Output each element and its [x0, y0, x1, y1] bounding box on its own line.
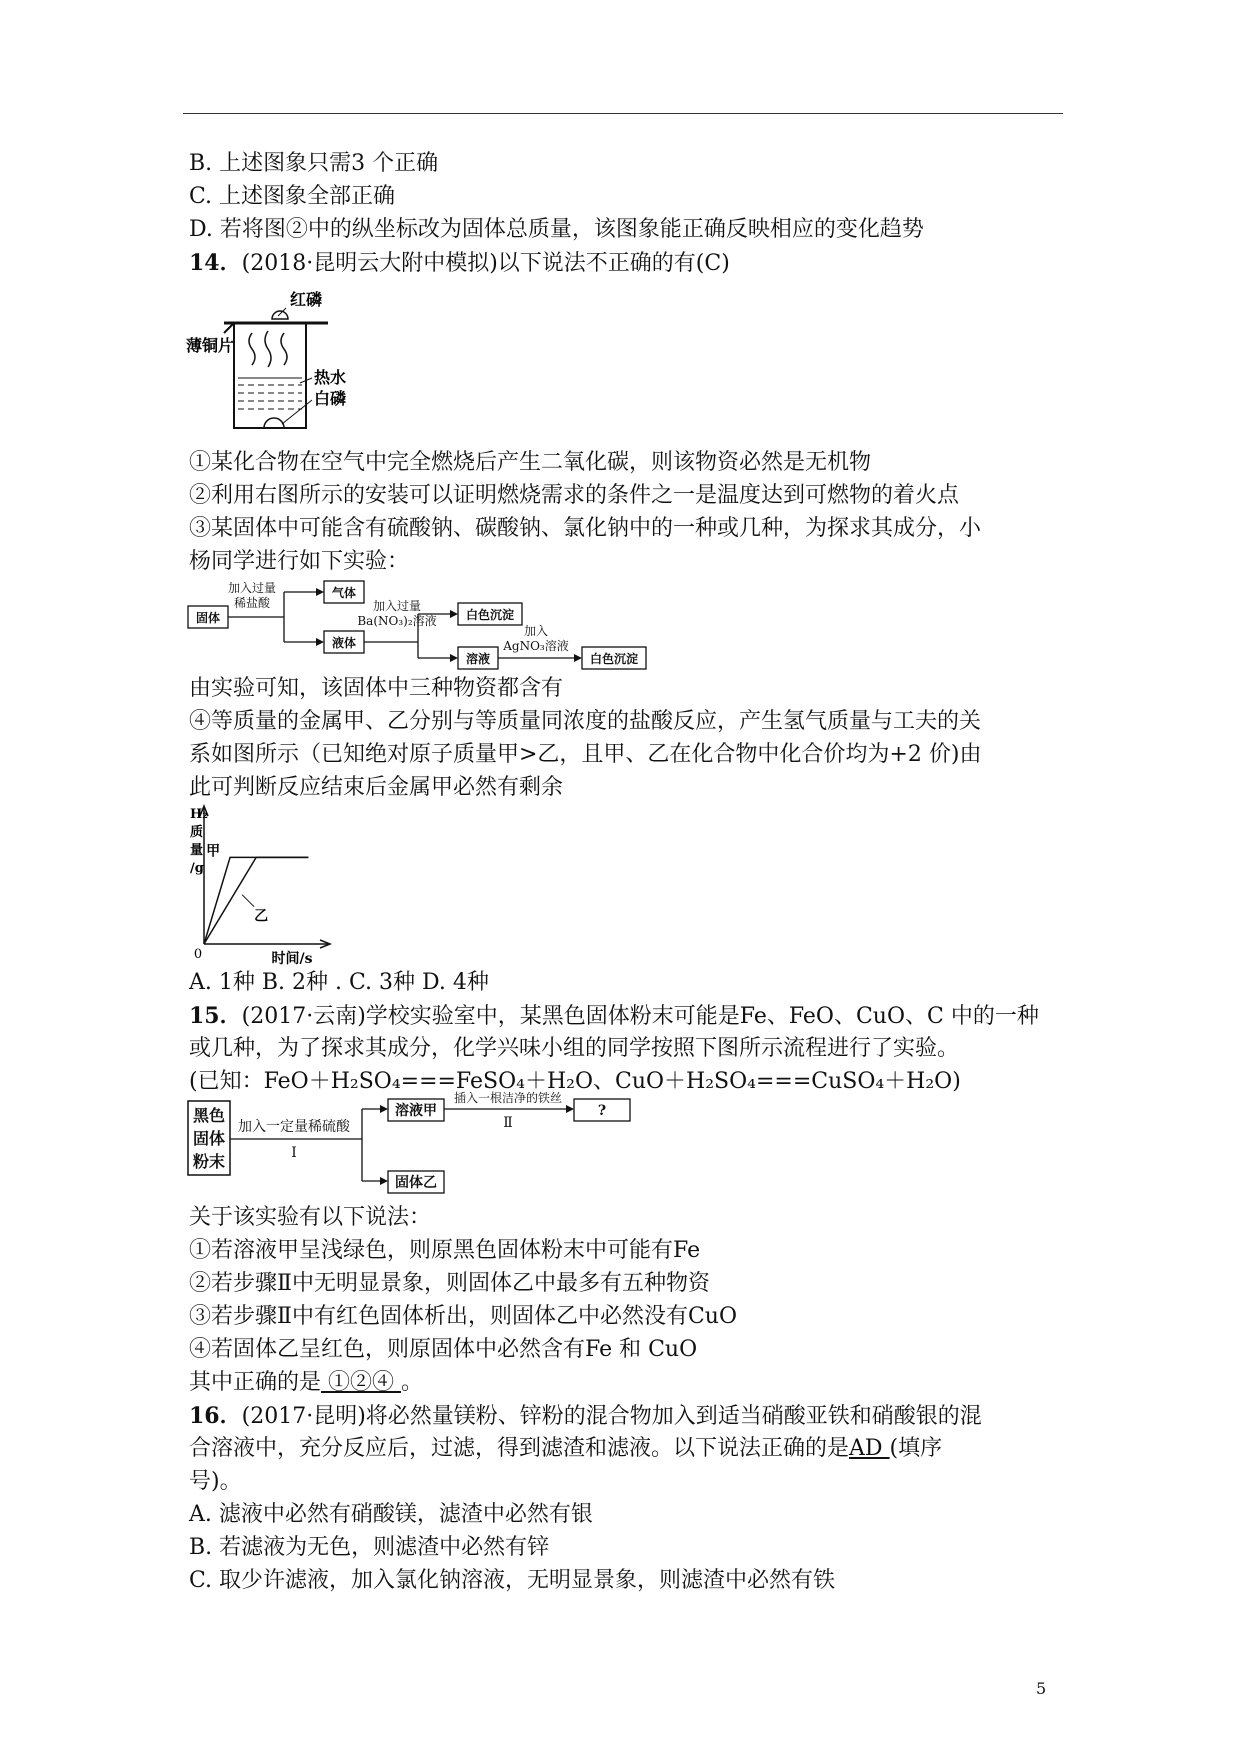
statements-15-intro: 关于该实验有以下说法： [189, 1205, 432, 1230]
series-line-2 [204, 857, 308, 944]
series-label-1: 甲 [206, 843, 221, 860]
question-number: 14． [189, 250, 242, 276]
statement-14-3-line1: ③某固体中可能含有硫酸钠、碳酸钠、氯化钠中的一种或几种，为探求其成分，小 [189, 516, 982, 541]
question-number: 16． [189, 1403, 242, 1429]
option-c-q16: C. 取少许滤液，加入氯化钠溶液，无明显景象，则滤渣中必然有铁 [189, 1568, 836, 1593]
statement-14-4-line3: 此可判断反应结束后金属甲必然有剩余 [189, 775, 564, 800]
answer-blank: AD [849, 1436, 890, 1461]
question-16-line1 [189, 1403, 982, 1430]
white-precipitate-box-2: 白色沉淀 [589, 652, 639, 666]
statement-14-3-line2: 杨同学进行如下实验： [189, 549, 410, 574]
series-line-1 [204, 857, 308, 944]
chart-x-axis-label: 时间/s [271, 951, 313, 967]
question-16-line2 [189, 1436, 942, 1462]
statement-14-2: ②利用右图所示的安装可以证明燃烧需求的条件之一是温度达到可燃物的着火点 [189, 483, 960, 508]
step2-reagent-line1: 加入过量 [372, 599, 422, 613]
answer-prompt: 其中正确的是 [189, 1370, 322, 1395]
start-box-line1: 黑色 [192, 1106, 226, 1125]
statement-15-3: ③若步骤Ⅱ中有红色固体析出，则固体乙中必然没有CuO [189, 1304, 737, 1329]
chart-origin-label: 0 [193, 947, 203, 962]
question-15-equations: (已知：FeO＋H₂SO₄===FeSO₄＋H₂O、CuO＋H₂SO₄===CuSO₄＋H₂O) [189, 1069, 961, 1094]
solid-b-box: 固体乙 [395, 1175, 437, 1191]
answer-suffix: 。 [401, 1370, 424, 1395]
white-precipitate-box-1: 白色沉淀 [465, 608, 515, 622]
experiment-flow-diagram [186, 578, 656, 670]
start-box-line2: 固体 [192, 1129, 226, 1148]
hydrogen-mass-chart [186, 806, 356, 966]
option-a-q16: A. 滤液中必然有硝酸镁，滤渣中必然有银 [189, 1502, 593, 1527]
question-15-line1 [189, 1003, 1039, 1030]
question-text: (2018·昆明云大附中模拟)以下说法不正确的有(C) [241, 251, 730, 276]
header-rule [183, 113, 1063, 114]
question-14 [189, 250, 730, 277]
step1-reagent-line1: 加入过量 [227, 581, 277, 595]
option-c-q13: C. 上述图象全部正确 [189, 184, 396, 209]
chart-y-axis-label: H₂ [190, 807, 208, 822]
question-text: (2017·云南)学校实验室中，某黑色固体粉末可能是Fe、FeO、CuO、C 中的一种 [241, 1004, 1039, 1029]
liquid-box: 液体 [331, 636, 357, 650]
step3-reagent-line1: 加入 [523, 624, 549, 638]
unknown-result-box: ? [597, 1103, 607, 1119]
chart-y-axis-label: /g [190, 861, 204, 876]
question-number: 15． [189, 1003, 242, 1029]
option-b-q16: B. 若滤液为无色，则滤渣中必然有锌 [189, 1535, 550, 1560]
powder-analysis-flow-diagram [186, 1091, 666, 1195]
statement-14-1: ①某化合物在空气中完全燃烧后产生二氧化碳，则该物资必然是无机物 [189, 450, 872, 475]
step3-reagent-line2: AgNO₃溶液 [503, 639, 569, 653]
red-phosphorus-label: 红磷 [290, 290, 323, 309]
combustion-apparatus-figure [186, 283, 346, 433]
page-number: 5 [1036, 1679, 1047, 1698]
options-q14: A. 1种 B. 2种 . C. 3种 D. 4种 [189, 970, 489, 995]
series-leader-line [242, 895, 254, 907]
statement-14-4-line1: ④等质量的金属甲、乙分别与等质量同浓度的盐酸反应，产生氢气质量与工夫的关 [189, 709, 982, 734]
statement-15-1: ①若溶液甲呈浅绿色，则原黑色固体粉末中可能有Fe [189, 1238, 701, 1263]
hot-water-label: 热水 [314, 368, 347, 387]
solid-box: 固体 [195, 611, 221, 625]
gas-box: 气体 [331, 586, 357, 600]
step1-label: 加入一定量稀硫酸 [238, 1119, 350, 1135]
question-15-line2: 或几种，为了探求其成分，化学兴味小组的同学按照下图所示流程进行了实验。 [189, 1036, 960, 1061]
step1-reagent-line2: 稀盐酸 [233, 596, 271, 610]
statement-14-4-line2: 系如图所示（已知绝对原子质量甲>乙，且甲、乙在化合物中化合价均为+2 价)由 [189, 742, 982, 767]
answer-blank: ①②④ [321, 1370, 402, 1395]
question-text-suffix: (填序 [889, 1436, 943, 1461]
option-d-q13: D. 若将图②中的纵坐标改为固体总质量，该图象能正确反映相应的变化趋势 [189, 217, 924, 242]
question-text: 合溶液中，充分反应后，过滤，得到滤渣和滤液。以下说法正确的是 [189, 1436, 850, 1461]
chart-y-axis-label: 质 [190, 825, 204, 840]
step1-number: Ⅰ [291, 1145, 297, 1161]
question-16-line3: 号)。 [189, 1469, 242, 1494]
question-text: (2017·昆明)将必然量镁粉、锌粉的混合物加入到适当硝酸亚铁和硝酸银的混 [241, 1404, 982, 1429]
series-label-2: 乙 [254, 908, 269, 925]
step2-reagent-line2: Ba(NO₃)₂溶液 [357, 614, 437, 628]
chart-y-axis-label: 量 [190, 843, 204, 858]
statement-14-3-conclusion: 由实验可知，该固体中三种物资都含有 [189, 676, 564, 701]
copper-sheet-label: 薄铜片 [186, 336, 235, 355]
answer-15-line [189, 1370, 423, 1396]
statement-15-2: ②若步骤Ⅱ中无明显景象，则固体乙中最多有五种物资 [189, 1271, 710, 1296]
statement-15-4: ④若固体乙呈红色，则原固体中必然含有Fe 和 CuO [189, 1337, 698, 1362]
option-b-q13: B. 上述图象只需3 个正确 [189, 151, 439, 176]
solution-box: 溶液 [465, 652, 491, 666]
step2-label: 插入一根洁净的铁丝 [453, 1091, 563, 1105]
step2-number: Ⅱ [503, 1115, 513, 1131]
white-phosphorus-label: 白磷 [314, 389, 347, 408]
start-box-line3: 粉末 [192, 1152, 226, 1171]
solution-a-box: 溶液甲 [395, 1103, 437, 1119]
